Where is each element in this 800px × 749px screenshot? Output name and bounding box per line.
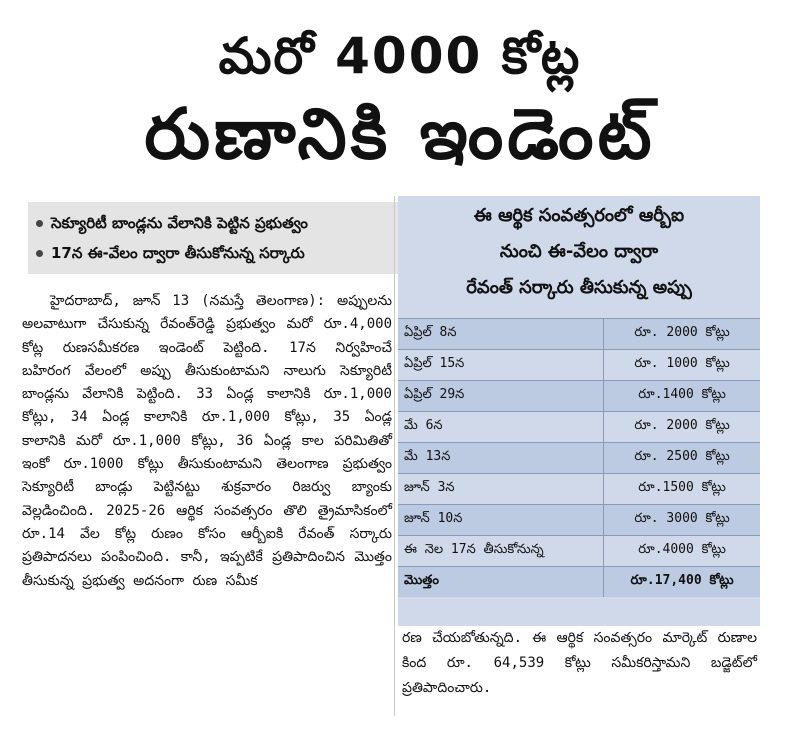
bullet-item [32, 208, 394, 238]
total-amount: రూ.17,400 కోట్లు [604, 567, 760, 598]
bullet-item [32, 238, 394, 268]
loan-amount: రూ. 2000 కోట్లు [604, 319, 760, 350]
headline-line-1: మరో 4000 కోట్ల [218, 27, 582, 85]
loan-date: జూన్ 10న [398, 505, 604, 536]
loan-amount: రూ.4000 కోట్లు [604, 536, 760, 567]
table-row [398, 381, 760, 412]
loan-date: ఏప్రిల్ 29న [398, 381, 604, 412]
bullet-text: సెక్యూరిటీ బాండ్లను వేలానికి పెట్టిన ప్రభుత్వం [51, 214, 308, 232]
loan-date: మే 13న [398, 443, 604, 474]
bullet-text: 17న ఈ-వేలం ద్వారా తీసుకోనున్న సర్కారు [51, 244, 305, 262]
bullet-dot-icon [36, 250, 43, 257]
sub-headline-bullets [28, 202, 398, 274]
table-row [398, 505, 760, 536]
loan-amount: రూ. 2000 కోట్లు [604, 412, 760, 443]
table-row [398, 536, 760, 567]
loan-table [398, 318, 760, 597]
panel-title-line: ఈ ఆర్థిక సంవత్సరంలో ఆర్బీఐ [473, 205, 685, 226]
table-row [398, 412, 760, 443]
table-total-row [398, 567, 760, 598]
panel-title-line: రేవంత్ సర్కారు తీసుకున్న అప్పు [466, 277, 692, 298]
loan-info-panel [398, 196, 760, 626]
loan-date: ఏప్రిల్ 15న [398, 350, 604, 381]
loan-amount: రూ. 3000 కోట్లు [604, 505, 760, 536]
panel-title [398, 196, 760, 306]
article-paragraph: హైదరాబాద్, జూన్ 13 (నమస్తే తెలంగాణ): అప్పులను అలవాటుగా చేసుకున్న రేవంత్‌రెడ్డి ప్రభుత్వం మరో రూ.4,000 కోట్ల రుణసమీకరణ ఇండెంట్ పెట్టింది. 17న నిర్వహించే బహిరంగ వేలంలో అప్పు తీసుకుంటామని నాలుగు సెక్యూరిటీ బాండ్లను వేలానికి పెట్టింది. 33 ఏండ్ల కాలానికి రూ.1,000 కోట్లు, 34 ఏండ్ల కాలానికి రూ.1,000 కోట్లు, 35 ఏండ్ల కాలానికి మరో రూ.1,000 కోట్లు, 36 ఏండ్ల కాల పరిమితితో ఇంకో రూ.1000 కోట్లు తీసుకుంటామని తెలంగాణ ప్రభుత్వం సెక్యూరిటీ బాండ్లు పెట్టినట్టు శుక్రవారం రిజర్వు బ్యాంకు వెల్లడించింది. 2025-26 ఆర్థిక సంవత్సరం తొలి త్రైమాసికంలో రూ.14 వేల కోట్ల రుణం కోసం ఆర్బీఐకి రేవంత్ సర్కారు ప్రతిపాదనలు పంపించింది. కానీ, ఇప్పటికే ప్రతిపాదించిన మొత్తం తీసుకున్న ప్రభుత్వ అదనంగా రుణ సమీక [22, 293, 392, 589]
loan-date: జూన్ 3న [398, 474, 604, 505]
loan-date: మే 6న [398, 412, 604, 443]
loan-amount: రూ. 1000 కోట్లు [604, 350, 760, 381]
column-divider [394, 196, 395, 716]
panel-title-line: నుంచి ఈ-వేలం ద్వారా [499, 241, 659, 262]
article-body [22, 290, 392, 593]
table-row [398, 443, 760, 474]
loan-amount: రూ. 2500 కోట్లు [604, 443, 760, 474]
loan-date: ఏప్రిల్ 8న [398, 319, 604, 350]
loan-amount: రూ.1400 కోట్లు [604, 381, 760, 412]
loan-date: ఈ నెల 17న తీసుకోనున్న [398, 536, 604, 567]
table-row [398, 474, 760, 505]
bullet-dot-icon [36, 220, 43, 227]
loan-amount: రూ.1500 కోట్లు [604, 474, 760, 505]
table-row [398, 319, 760, 350]
total-label: మొత్తం [398, 567, 604, 598]
article-continuation: రణ చేయబోతున్నది. ఈ ఆర్థిక సంవత్సరం మార్కెట్ రుణాల కింద రూ. 64,539 కోట్లు సమీకరిస్తామని బడ్జెట్‌లో ప్రతిపాదించారు. [402, 630, 757, 696]
table-row [398, 350, 760, 381]
headline-line-2: రుణానికి ఇండెంట్ [144, 93, 656, 175]
